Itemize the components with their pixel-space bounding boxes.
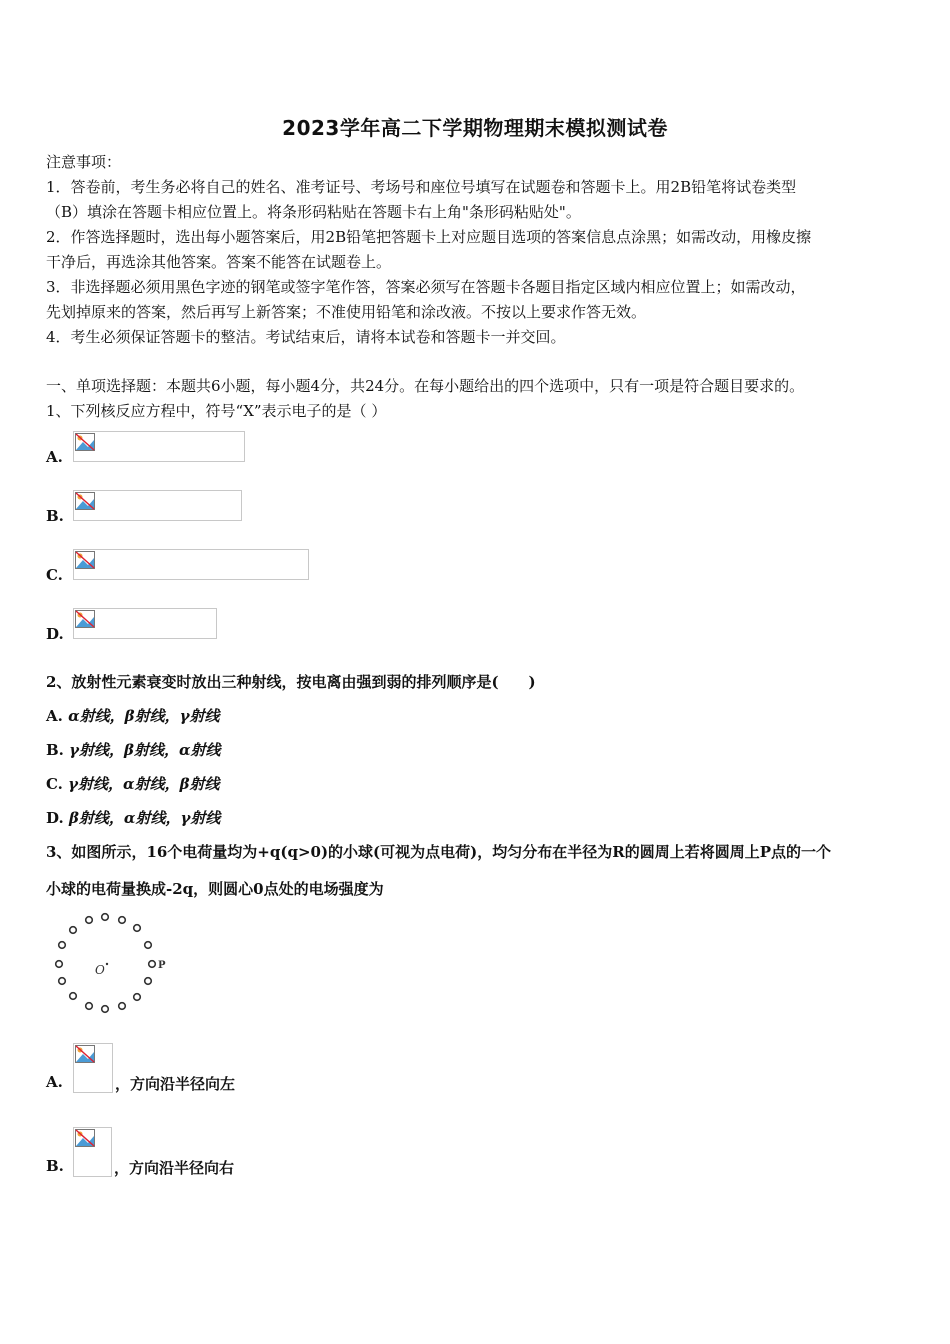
notice-line: 干净后，再选涂其他答案。答案不能答在试题卷上。 xyxy=(46,253,392,271)
q2-option-c-label: C. xyxy=(46,775,63,793)
q3-option-b-image xyxy=(73,1127,112,1177)
q2-option-a xyxy=(46,706,220,726)
notice-line: 2．作答选择题时，选出每小题答案后，用2B铅笔把答题卡上对应题目选项的答案信息点涂黑；如需改动，用橡皮擦 xyxy=(46,228,812,246)
notice-line: 4．考生必须保证答题卡的整洁。考试结束后，请将本试卷和答题卡一并交回。 xyxy=(46,328,566,346)
q3-option-b-text: ，方向沿半径向右 xyxy=(114,1159,235,1177)
q2-option-d-text: β射线，α射线，γ射线 xyxy=(68,809,221,827)
q1-option-c-label: C. xyxy=(46,566,63,584)
q1-option-a-image xyxy=(73,431,245,462)
question-1-stem: 1、下列核反应方程中，符号“X”表示电子的是（ ） xyxy=(46,402,387,420)
q1-option-b-label: B. xyxy=(46,507,64,525)
q1-option-d-image xyxy=(73,608,217,639)
notice-heading: 注意事项： xyxy=(46,153,122,171)
q2-option-b xyxy=(46,740,221,760)
q2-option-c-text: γ射线，α射线，β射线 xyxy=(68,775,220,793)
broken-image-icon xyxy=(75,1045,95,1063)
question-3-stem-line-1: 3、如图所示，16个电荷量均为+q(q>0)的小球(可视为点电荷)，均匀分布在半径为R的圆周上若将圆周上P点的一个 xyxy=(46,843,831,861)
charge-circles xyxy=(56,914,156,1013)
q2-option-a-label: A. xyxy=(46,707,63,725)
notice-line: 1．答卷前，考生务必将自己的姓名、准考证号、考场号和座位号填写在试题卷和答题卡上。用2B铅笔将试卷类型 xyxy=(46,178,797,196)
q2-option-a-text: α射线，β射线，γ射线 xyxy=(68,707,220,725)
broken-image-icon xyxy=(75,610,95,628)
broken-image-icon xyxy=(75,492,95,510)
q3-option-a-label: A. xyxy=(46,1073,63,1091)
question-3-stem-line-2: 小球的电荷量换成-2q，则圆心0点处的电场强度为 xyxy=(46,880,384,898)
broken-image-icon xyxy=(75,433,95,451)
charge-ring-figure xyxy=(48,906,178,1018)
q2-option-b-label: B. xyxy=(46,741,64,759)
q2-option-d-label: D. xyxy=(46,809,64,827)
notice-line: 先划掉原来的答案，然后再写上新答案；不准使用铅笔和涂改液。不按以上要求作答无效。 xyxy=(46,303,647,321)
q3-option-a-text: ，方向沿半径向左 xyxy=(115,1075,236,1093)
question-2-stem: 2、放射性元素衰变时放出三种射线，按电离由强到弱的排列顺序是( ) xyxy=(46,673,536,691)
q3-option-a-image xyxy=(73,1043,113,1093)
q2-option-c xyxy=(46,774,220,794)
q3-option-b-label: B. xyxy=(46,1157,64,1175)
broken-image-icon xyxy=(75,551,95,569)
section-heading: 一、单项选择题：本题共6小题，每小题4分，共24分。在每小题给出的四个选项中，只有一项是符合题目要求的。 xyxy=(46,377,805,395)
notice-line: （B）填涂在答题卡相应位置上。将条形码粘贴在答题卡右上角"条形码粘贴处"。 xyxy=(46,203,581,221)
q1-option-c-image xyxy=(73,549,309,580)
center-point xyxy=(106,963,108,965)
page-title: 2023学年高二下学期物理期末模拟测试卷 xyxy=(282,116,668,140)
q1-option-b-image xyxy=(73,490,242,521)
center-label: O xyxy=(95,963,105,977)
q1-option-d-label: D. xyxy=(46,625,64,643)
broken-image-icon xyxy=(75,1129,95,1147)
point-p-label: P xyxy=(158,960,166,971)
q1-option-a-label: A. xyxy=(46,448,63,466)
q2-option-b-text: γ射线，β射线，α射线 xyxy=(69,741,221,759)
notice-line: 3．非选择题必须用黑色字迹的钢笔或签字笔作答，答案必须写在答题卡各题目指定区域内相应位置上；如需改动， xyxy=(46,278,806,296)
q2-option-d xyxy=(46,808,220,828)
